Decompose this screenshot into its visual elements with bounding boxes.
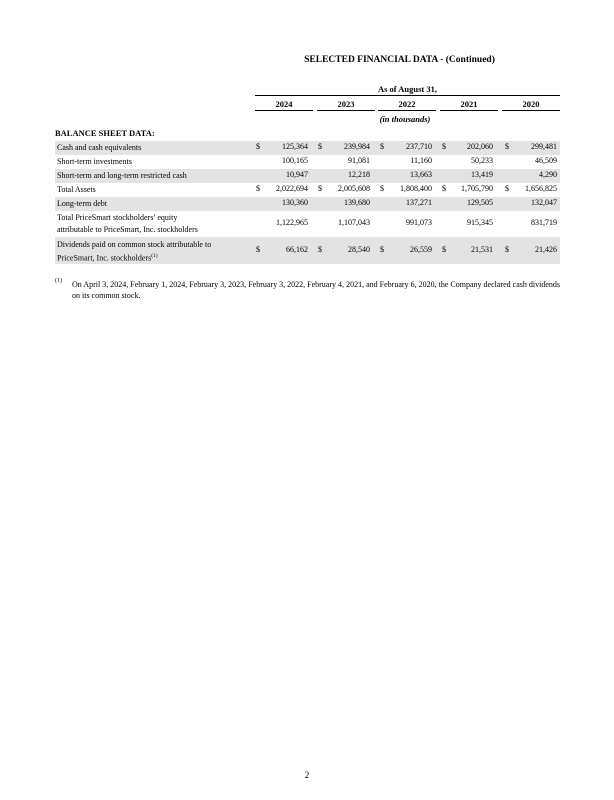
value-cell: 132,047 <box>531 198 557 207</box>
value-cell: 12,218 <box>348 170 370 179</box>
row-label-text: PriceSmart, Inc. stockholders <box>57 253 152 263</box>
value-cell: 1,808,400 <box>400 184 432 193</box>
row-label: Short-term investments <box>57 157 132 166</box>
currency-symbol: $ <box>505 184 509 193</box>
footnote-ref: (1) <box>151 253 158 259</box>
currency-symbol: $ <box>505 142 509 151</box>
value-cell: 91,081 <box>348 156 370 165</box>
year-header-2020: 2020 <box>522 99 540 109</box>
currency-symbol: $ <box>380 245 384 254</box>
currency-symbol: $ <box>256 245 260 254</box>
row-label: Short-term and long-term restricted cash <box>57 171 187 180</box>
table-row <box>55 169 560 183</box>
value-cell: 13,419 <box>471 170 493 179</box>
currency-symbol: $ <box>318 184 322 193</box>
year-rule <box>378 110 436 111</box>
as-of-rule <box>255 95 560 96</box>
table-row <box>55 155 560 169</box>
year-rule <box>255 110 313 111</box>
table-row <box>55 211 560 236</box>
currency-symbol: $ <box>256 142 260 151</box>
currency-symbol: $ <box>442 142 446 151</box>
row-label: Cash and cash equivalents <box>57 143 142 152</box>
value-cell: 991,073 <box>406 218 432 227</box>
value-cell: 11,160 <box>410 156 432 165</box>
year-header-2022: 2022 <box>398 99 416 109</box>
table-row <box>55 237 560 264</box>
currency-symbol: $ <box>380 184 384 193</box>
year-header-2024: 2024 <box>275 99 293 109</box>
currency-symbol: $ <box>442 184 446 193</box>
section-title: BALANCE SHEET DATA: <box>55 128 155 138</box>
table-row <box>55 183 560 197</box>
value-cell: 46,509 <box>535 156 557 165</box>
currency-symbol: $ <box>380 142 384 151</box>
value-cell: 2,005,608 <box>338 184 370 193</box>
value-cell: 100,165 <box>282 156 308 165</box>
value-cell: 21,531 <box>471 245 493 254</box>
currency-symbol: $ <box>505 245 509 254</box>
currency-symbol: $ <box>318 142 322 151</box>
as-of-header: As of August 31, <box>377 84 438 94</box>
row-label: Total Assets <box>57 185 96 194</box>
footnote-marker: (1) <box>55 278 62 284</box>
row-label: Long-term debt <box>57 199 107 208</box>
currency-symbol: $ <box>318 245 322 254</box>
value-cell: 50,233 <box>471 156 493 165</box>
value-cell: 831,719 <box>531 218 557 227</box>
row-label: Total PriceSmart stockholders’ equity <box>57 213 178 222</box>
value-cell: 21,426 <box>535 245 557 254</box>
value-cell: 13,663 <box>410 170 432 179</box>
value-cell: 1,705,790 <box>461 184 493 193</box>
value-cell: 137,271 <box>406 198 432 207</box>
value-cell: 2,022,694 <box>276 184 308 193</box>
value-cell: 130,360 <box>282 198 308 207</box>
value-cell: 1,107,043 <box>338 218 370 227</box>
value-cell: 139,680 <box>344 198 370 207</box>
section-heading: SELECTED FINANCIAL DATA - (Continued) <box>304 55 495 65</box>
year-header-2023: 2023 <box>337 99 355 109</box>
value-cell: 4,290 <box>539 170 557 179</box>
value-cell: 1,122,965 <box>276 218 308 227</box>
year-rule <box>317 110 375 111</box>
value-cell: 10,947 <box>286 170 308 179</box>
value-cell: 26,559 <box>410 245 432 254</box>
value-cell: 28,540 <box>348 245 370 254</box>
footnote-text: On April 3, 2024, February 1, 2024, February 3, 2023, February 3, 2022, February 4, 2021, and February 6, 2020, the Company declared cash dividends on its common stock. <box>72 280 560 300</box>
value-cell: 239,984 <box>344 142 370 151</box>
value-cell: 1,656,825 <box>525 184 557 193</box>
currency-symbol: $ <box>256 184 260 193</box>
units-note: (in thousands) <box>379 114 431 124</box>
value-cell: 202,060 <box>467 142 493 151</box>
table-row <box>55 197 560 211</box>
value-cell: 237,710 <box>406 142 432 151</box>
value-cell: 299,481 <box>531 142 557 151</box>
year-rule <box>502 110 560 111</box>
page-number: 2 <box>304 770 310 780</box>
row-label <box>57 251 158 264</box>
currency-symbol: $ <box>442 245 446 254</box>
row-label: attributable to PriceSmart, Inc. stockholders <box>57 225 198 234</box>
row-label: Dividends paid on common stock attributable to <box>57 240 212 249</box>
value-cell: 125,364 <box>282 142 308 151</box>
value-cell: 66,162 <box>286 245 308 254</box>
value-cell: 915,345 <box>467 218 493 227</box>
table-row <box>55 141 560 155</box>
value-cell: 129,505 <box>467 198 493 207</box>
year-rule <box>440 110 498 111</box>
year-header-2021: 2021 <box>460 99 478 109</box>
